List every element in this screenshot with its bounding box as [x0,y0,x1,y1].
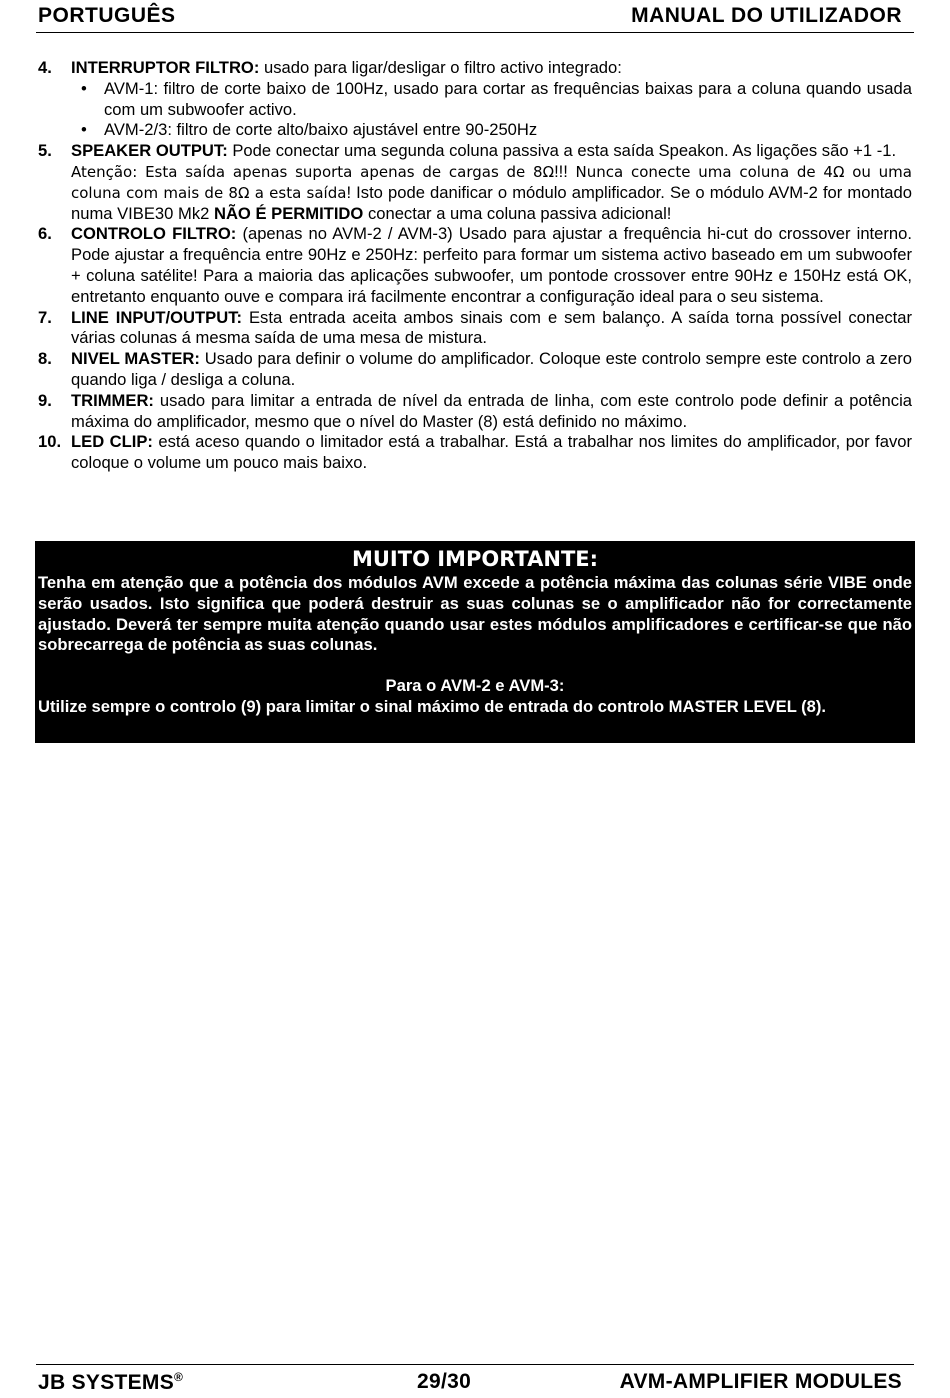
header-language: PORTUGUÊS [38,4,176,27]
registered-mark: ® [174,1370,184,1384]
item-label: CONTROLO FILTRO: [71,224,237,244]
important-notice-box [35,541,915,743]
bullet-icon: • [81,120,87,140]
item-text: (apenas no AVM-2 / AVM-3) Usado para ajustar a frequência hi-cut do crossover interno. Pode ajustar a frequência entre 90Hz e 250Hz: perfeito para formar um sistema activo baseado em um subwoofer + coluna satélite! Para a maioria das aplicações subwoofer, um pontode crossover entre 90Hz e 150Hz está OK, entretanto enquanto ouve e compara irá facilmente encontrar a configuração ideal para o seu sistema. [71,224,912,306]
warning-text: Esta saída apenas suporta apenas de cargas de 8Ω [137,162,555,181]
item-number: 7. [38,307,52,327]
warning-note [71,162,912,224]
item-label: SPEAKER OUTPUT: [71,141,228,161]
bullet-item: • AVM-1: filtro de corte baixo de 100Hz, usado para cortar as frequências baixas para a coluna quando usada com um subwoofer activo. [81,78,912,119]
header-title: MANUAL DO UTILIZADOR [631,4,902,27]
page-number: 29/30 [417,1370,472,1393]
important-title: MUITO IMPORTANTE: [351,547,599,571]
item-label: LINE INPUT/OUTPUT: [71,307,243,327]
item-number: 9. [38,390,52,410]
list-item [38,58,912,141]
bullet-item: • AVM-2/3: filtro de corte alto/baixo ajustável entre 90-250Hz [81,120,538,140]
item-number: 5. [38,141,52,161]
bullet-icon: • [81,78,87,98]
list-item [38,308,912,350]
important-subtitle: Para o AVM-2 e AVM-3: [385,676,565,696]
item-text: usado para limitar a entrada de nível da entrada de linha, com este controlo pode definir a potência máxima do amplificador, mesmo que o nível do Master (8) está definido no máximo. [71,390,912,431]
page-footer [36,1364,914,1398]
warning-exclamation: !!! [554,161,576,181]
bullet-list [71,79,912,141]
warning-label: Atenção: [71,162,138,181]
item-text: Esta entrada aceita ambos sinais com e sem balanço. A saída torna possível conectar várias colunas á mesma saída de uma mesa de mistura. [71,307,912,348]
item-text: usado para ligar/desligar o filtro activo integrado: [259,58,622,77]
list-item [38,391,912,433]
item-text: Pode conectar uma segunda coluna passiva a esta saída Speakon. As ligações são +1 -1. [227,141,897,161]
warning-end: conectar a uma coluna passiva adicional! [363,203,672,223]
item-label: NIVEL MASTER: [71,349,200,369]
page-header [36,2,914,33]
warning-tail: ! Isto pode danificar o módulo amplificador. Se o módulo AVM-2 for montado numa VIBE30 Mk2 [71,182,912,223]
warning-text-2: Nunca conecte uma coluna de 4Ω ou uma coluna com mais de 8Ω a esta saída [71,162,912,202]
important-instruction: Utilize sempre o controlo (9) para limitar o sinal máximo de entrada do controlo MASTER LEVEL (8). [38,696,827,716]
important-paragraph: Tenha em atenção que a potência dos módulos AVM excede a potência máxima das colunas série VIBE onde serão usados. Isto significa que poderá destruir as suas colunas se o amplificador não for correctamente ajustado. Deverá ter sempre muita atenção quando usar estes módulos amplificadores e certificar-se que não sobrecarrega de potência as suas colunas. [38,573,912,655]
item-label: LED CLIP: [71,432,153,452]
footer-brand: JB SYSTEMS® [38,1370,184,1394]
list-item [38,432,912,474]
item-text: está aceso quando o limitador está a trabalhar. Está a trabalhar nos limites do amplificador, por favor coloque o volume um pouco mais baixo. [71,432,912,473]
feature-list [38,58,912,474]
item-number: 10. [38,432,62,452]
list-item [38,224,912,307]
list-item [38,349,912,391]
item-label: INTERRUPTOR FILTRO: [71,58,260,77]
item-label: TRIMMER: [71,390,154,410]
list-item [38,141,912,224]
footer-product: AVM-AMPLIFIER MODULES [619,1370,902,1393]
item-text: Usado para definir o volume do amplificador. Coloque este controlo sempre este controlo a zero quando liga / desliga a coluna. [71,349,913,389]
warning-bold: NÃO É PERMITIDO [213,203,364,223]
item-number: 6. [38,224,52,244]
item-number: 4. [38,58,52,77]
item-number: 8. [38,349,52,369]
